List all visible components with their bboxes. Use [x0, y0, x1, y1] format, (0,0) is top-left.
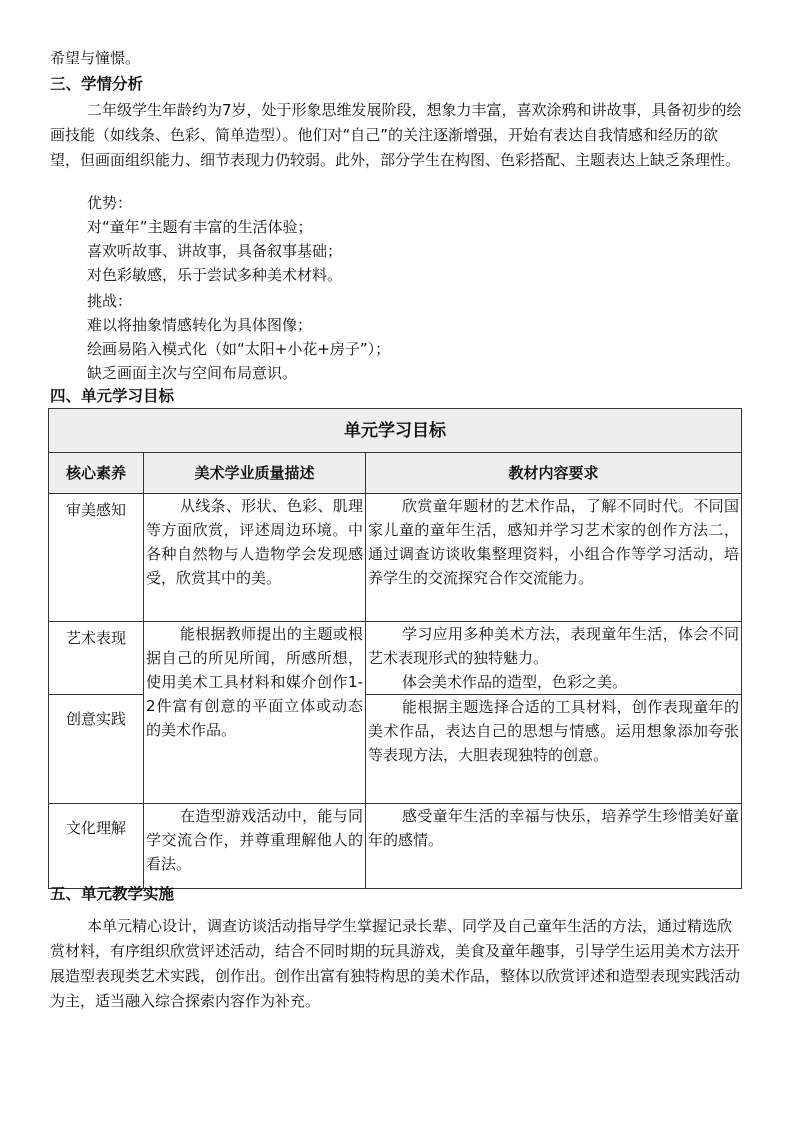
table-row — [49, 494, 742, 622]
core-literacy-cell: 审美感知 — [49, 494, 144, 622]
strength-item: 对色彩敏感，乐于尝试多种美术材料。 — [87, 266, 343, 284]
table-title: 单元学习目标 — [49, 409, 742, 453]
unit-goals-table — [48, 408, 742, 889]
challenges-label: 挑战： — [87, 292, 133, 310]
core-literacy-cell: 艺术表现 — [49, 622, 144, 695]
core-literacy-cell: 文化理解 — [49, 804, 144, 889]
strengths-label: 优势： — [87, 194, 133, 212]
core-literacy-cell: 创意实践 — [49, 695, 144, 804]
column-header: 教材内容要求 — [366, 453, 742, 494]
section-heading-implementation: 五、单元教学实施 — [50, 885, 175, 903]
column-header: 美术学业质量描述 — [144, 453, 366, 494]
section-heading-unit-goals: 四、单元学习目标 — [50, 387, 175, 405]
content-requirement-cell: 欣赏童年题材的艺术作品，了解不同时代。不同国家儿童的童年生活，感知并学习艺术家的创作方法二，通过调查访谈收集整理资料，小组合作等学习活动，培养学生的交流探究合作交流能力。 — [366, 494, 742, 622]
quality-description-cell: 能根据教师提出的主题或根据自己的所见所闻，所感所想，使用美术工具材料和媒介创作1-2件富有创意的平面立体或动态的美术作品。 — [144, 622, 366, 804]
strength-item: 对“童年”主题有丰富的生活体验； — [87, 218, 313, 236]
quality-description-cell: 在造型游戏活动中，能与同学交流合作，并尊重理解他人的看法。 — [144, 804, 366, 889]
challenge-item: 绘画易陷入模式化（如“太阳+小花+房子”）； — [87, 340, 391, 358]
table-row — [49, 804, 742, 889]
strength-item: 喜欢听故事、讲故事，具备叙事基础； — [87, 242, 343, 260]
challenge-item: 难以将抽象情感转化为具体图像； — [87, 316, 313, 334]
learning-analysis-paragraph: 二年级学生年龄约为7岁，处于形象思维发展阶段，想象力丰富，喜欢涂鸦和讲故事，具备初步的绘画技能（如线条、色彩、简单造型）。他们对“自己”的关注逐渐增强，开始有表达自我情感和经历的欲望，但画面组织能力、细节表现力仍较弱。此外，部分学生在构图、色彩搭配、主题表达上缺乏条理性。 — [50, 101, 742, 169]
implementation-paragraph: 本单元精心设计，调查访谈活动指导学生掌握记录长辈、同学及自己童年生活的方法，通过精选欣赏材料，有序组织欣赏评述活动，结合不同时期的玩具游戏，美食及童年趣事，引导学生运用美术方法开展造型表现类艺术实践，创作出。创作出富有独特构思的美术作品，整体以欣赏评述和造型表现实践活动为主，适当融入综合探索内容作为补充。 — [50, 917, 741, 1010]
quality-description-cell: 从线条、形状、色彩、肌理等方面欣赏，评述周边环境。中各种自然物与人造物学会发现感受，欣赏其中的美。 — [144, 494, 366, 622]
content-requirement-cell — [366, 622, 742, 695]
content-requirement-text: 学习应用多种美术方法，表现童年生活，体会不同艺术表现形式的独特魅力。 — [368, 625, 740, 667]
section-heading-learning-analysis: 三、学情分析 — [50, 75, 144, 93]
top-line: 希望与憧憬。 — [50, 49, 141, 67]
column-header: 核心素养 — [49, 453, 144, 494]
content-requirement-text: 体会美术作品的造型，色彩之美。 — [402, 673, 628, 691]
table-row — [49, 622, 742, 695]
content-requirement-cell: 能根据主题选择合适的工具材料，创作表现童年的美术作品，表达自己的思想与情感。运用想象添加夸张等表现方法，大胆表现独特的创意。 — [366, 695, 742, 804]
challenge-item: 缺乏画面主次与空间布局意识。 — [87, 364, 298, 382]
content-requirement-cell: 感受童年生活的幸福与快乐，培养学生珍惜美好童年的感情。 — [366, 804, 742, 889]
